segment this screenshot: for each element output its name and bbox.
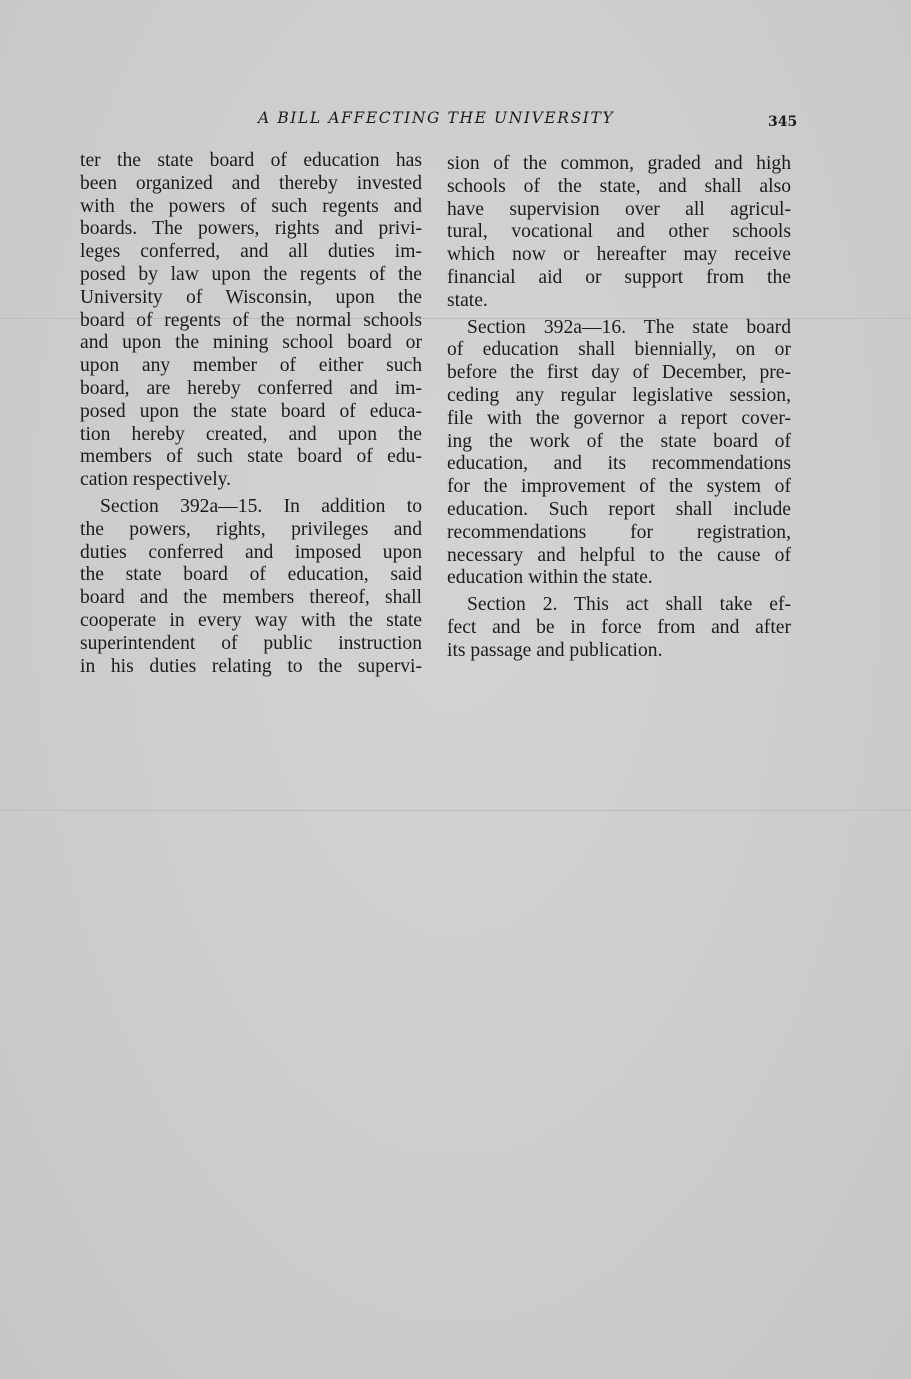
text-line: which now or hereafter may receive xyxy=(447,244,791,266)
text-line: ter the state board of education has xyxy=(80,150,422,171)
page-fold-line xyxy=(0,810,911,811)
text-line: education, and its recommendations xyxy=(447,453,791,475)
text-line: the powers, rights, privileges and xyxy=(80,518,422,540)
left-text-column xyxy=(80,150,422,678)
text-line: before the first day of December, pre- xyxy=(447,362,791,384)
text-line: for the improvement of the system of xyxy=(447,476,791,498)
text-line: upon any member of either such xyxy=(80,355,422,377)
text-line: in his duties relating to the supervi- xyxy=(80,655,422,677)
text-line: cooperate in every way with the state xyxy=(80,609,422,631)
text-line: been organized and thereby invested xyxy=(80,172,422,194)
text-line: fect and be in force from and after xyxy=(447,616,791,638)
text-line: sion of the common, graded and high xyxy=(447,153,791,174)
running-title: A BILL AFFECTING THE UNIVERSITY xyxy=(258,109,615,127)
text-line: members of such state board of edu- xyxy=(80,446,422,468)
text-line: recommendations for registration, xyxy=(447,521,791,543)
text-line: state. xyxy=(447,289,488,311)
text-line: boards. The powers, rights and privi- xyxy=(80,218,422,240)
text-line: posed by law upon the regents of the xyxy=(80,263,422,285)
text-line: tion hereby created, and upon the xyxy=(80,423,422,445)
text-line: Section 392a—15. In addition to xyxy=(100,495,422,517)
text-line: ing the work of the state board of xyxy=(447,430,791,452)
text-line: board of regents of the normal schools xyxy=(80,309,422,331)
text-line: duties conferred and imposed upon xyxy=(80,541,422,563)
text-line: have supervision over all agricul- xyxy=(447,198,791,220)
text-line: with the powers of such regents and xyxy=(80,195,422,217)
text-line: Section 392a—16. The state board xyxy=(467,316,791,338)
text-line: necessary and helpful to the cause of xyxy=(447,544,791,566)
text-line: posed upon the state board of educa- xyxy=(80,400,422,422)
text-line: file with the governor a report cover- xyxy=(447,407,791,429)
running-head xyxy=(0,109,911,131)
text-line: superintendent of public instruction xyxy=(80,632,422,654)
text-line: financial aid or support from the xyxy=(447,266,791,288)
text-line: board, are hereby conferred and im- xyxy=(80,377,422,399)
right-text-column xyxy=(447,153,791,663)
page-number: 345 xyxy=(768,114,798,130)
text-line: education within the state. xyxy=(447,567,653,589)
text-line: schools of the state, and shall also xyxy=(447,175,791,197)
text-line: its passage and publication. xyxy=(447,639,663,661)
text-line: ceding any regular legislative session, xyxy=(447,384,791,406)
text-line: and upon the mining school board or xyxy=(80,332,422,354)
text-line: tural, vocational and other schools xyxy=(447,221,791,243)
text-line: the state board of education, said xyxy=(80,564,422,586)
text-line: leges conferred, and all duties im- xyxy=(80,241,422,263)
text-line: University of Wisconsin, upon the xyxy=(80,286,422,308)
text-line: of education shall biennially, on or xyxy=(447,339,791,361)
text-line: Section 2. This act shall take ef- xyxy=(467,594,791,616)
text-line: board and the members thereof, shall xyxy=(80,587,422,609)
text-line: cation respectively. xyxy=(80,469,232,491)
text-line: education. Such report shall include xyxy=(447,498,791,520)
